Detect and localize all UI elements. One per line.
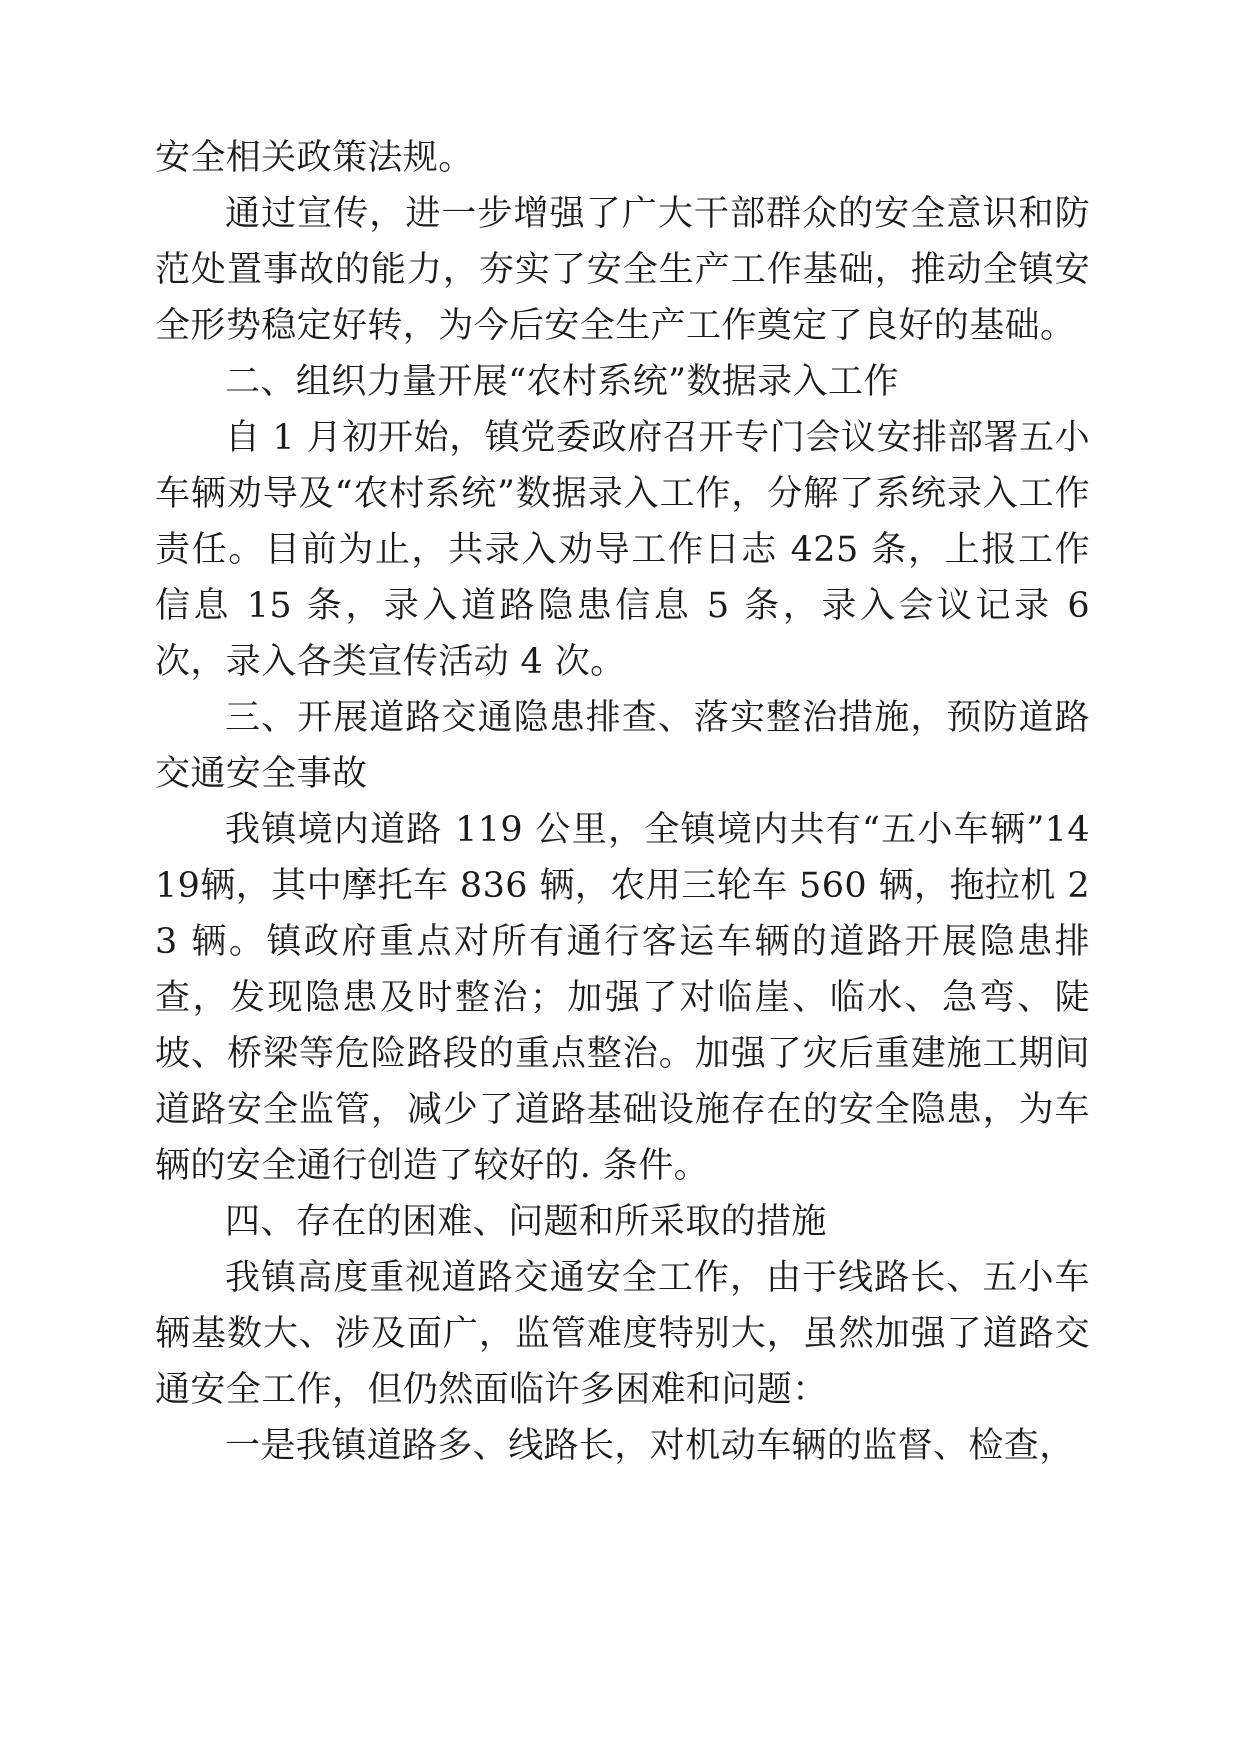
section-heading: 四、存在的困难、问题和所采取的措施: [225, 1202, 827, 1242]
paragraph: 我镇高度重视道路交通安全工作，由于线路长、五小车辆基数大、涉及面广，监管难度特别大，虽然加强了道路交通安全工作，但仍然面临许多困难和问题：: [155, 1258, 1090, 1410]
paragraph: 安全相关政策法规。: [155, 138, 474, 178]
section-heading: 二、组织力量开展“农村系统”数据录入工作: [225, 362, 899, 402]
paragraph: 自 1 月初开始，镇党委政府召开专门会议安排部署五小车辆劝导及“农村系统”数据录入工作，分解了系统录入工作责任。目前为止，共录入劝导工作日志 425 条，上报工作信息 15 条，录入道路隐患信息 5 条，录入会议记录 6 次，录入各类宣传活动 4 次。: [155, 418, 1090, 682]
paragraph: 一是我镇道路多、线路长，对机动车辆的监督、检查，: [225, 1426, 1075, 1466]
document-body: [155, 130, 1090, 1474]
section-heading: 三、开展道路交通隐患排查、落实整治措施，预防道路交通安全事故: [155, 698, 1090, 794]
paragraph: 通过宣传，进一步增强了广大干部群众的安全意识和防范处置事故的能力，夯实了安全生产工作基础，推动全镇安全形势稳定好转，为今后安全生产工作奠定了良好的基础。: [155, 194, 1090, 346]
paragraph: 我镇境内道路 119 公里，全镇境内共有“五小车辆”1419辆，其中摩托车 836 辆，农用三轮车 560 辆，拖拉机 23 辆。镇政府重点对所有通行客运车辆的道路开展隐患排查，发现隐患及时整治；加强了对临崖、临水、急弯、陡坡、桥梁等危险路段的重点整治。加强了灾后重建施工期间道路安全监管，减少了道路基础设施存在的安全隐患，为车辆的安全通行创造了较好的. 条件。: [155, 810, 1090, 1186]
